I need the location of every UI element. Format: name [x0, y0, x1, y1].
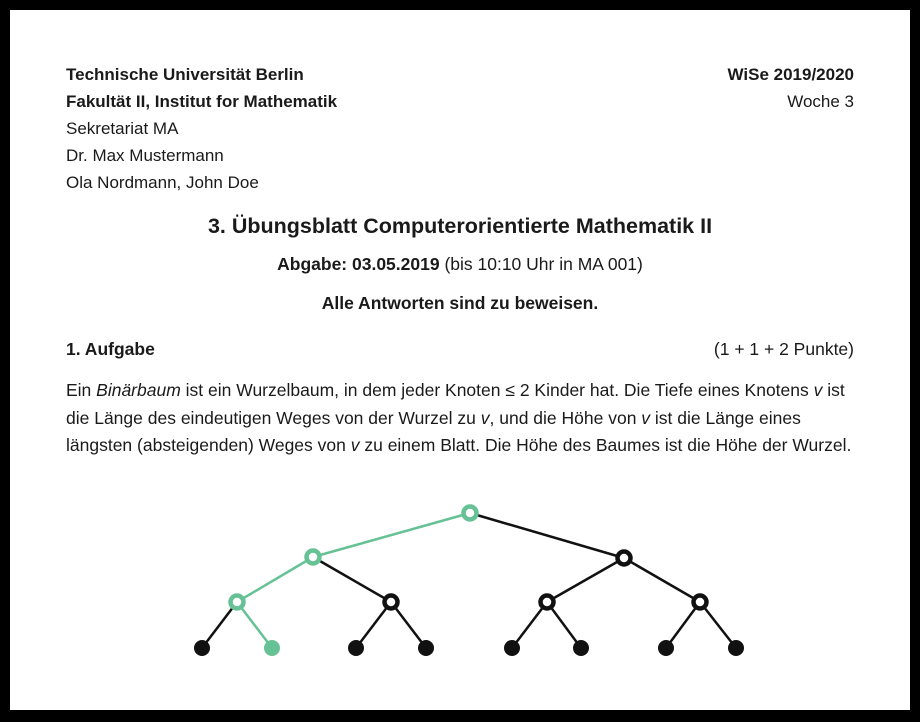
document-content: [10, 10, 910, 460]
italic-term: v: [350, 435, 360, 455]
tree-node-leaf: [573, 640, 589, 656]
tree-edge: [512, 602, 547, 648]
tree-node-open: [541, 596, 554, 609]
header-left: [66, 61, 337, 196]
tree-edge: [470, 513, 624, 558]
title-block: [66, 212, 854, 317]
header-right: [728, 61, 855, 115]
semester-line: WiSe 2019/2020: [727, 65, 854, 84]
tree-node-leaf: [264, 640, 280, 656]
sheet-title: 3. Übungsblatt Computerorientierte Mathematik II: [207, 214, 713, 238]
document-header: [66, 61, 854, 196]
tree-edge: [237, 602, 272, 648]
tree-node-leaf: [728, 640, 744, 656]
tree-node-leaf: [504, 640, 520, 656]
italic-term: v: [480, 407, 490, 428]
exercise-text: [66, 377, 854, 460]
tree-node-open: [231, 596, 244, 609]
tree-edge: [202, 602, 237, 648]
exercise-heading: 1. Aufgabe: [66, 339, 155, 359]
exercise-points: (1 + 1 + 2 Punkte): [713, 339, 854, 359]
tree-edge: [391, 602, 426, 648]
tree-edge: [356, 602, 391, 648]
tree-edge: [313, 513, 470, 557]
italic-term: v: [813, 380, 823, 400]
office-line: Sekretariat MA: [66, 119, 179, 138]
tree-edge: [624, 558, 700, 602]
tree-node-open: [307, 551, 320, 564]
tree-edge: [313, 557, 391, 602]
tree-edge: [700, 602, 736, 648]
italic-term: v: [641, 407, 651, 428]
tree-node-leaf: [194, 640, 210, 656]
tree-node-leaf: [348, 640, 364, 656]
institution-line: Technische Universität Berlin: [66, 65, 304, 84]
tree-node-leaf: [418, 640, 434, 656]
due-date: Abgabe: 03.05.2019: [277, 254, 440, 274]
text-run: ist ein Wurzelbaum, in dem jeder Knoten ≤ 2 Kinder hat. Die Tiefe eines Knotens: [180, 380, 814, 400]
department-line: Fakultät II, Institut for Mathematik: [66, 92, 338, 111]
proof-note: Alle Antworten sind zu beweisen.: [321, 293, 599, 313]
tree-edge: [666, 602, 700, 648]
text-run: zu einem Blatt. Die Höhe des Baumes ist die Höhe der Wurzel.: [359, 435, 852, 455]
exercise-row: [66, 336, 854, 363]
authors-line: Ola Nordmann, John Doe: [66, 173, 259, 192]
text-run: , und die Höhe von: [489, 407, 642, 428]
tree-edge: [237, 557, 313, 602]
week-line: Woche 3: [787, 92, 854, 111]
italic-term: Binärbaum: [96, 380, 181, 400]
document-page: [10, 10, 910, 710]
text-run: ist die Länge des eindeutigen Weges von der Wurzel zu: [66, 380, 845, 428]
tree-edge: [547, 558, 624, 602]
tree-node-open: [694, 596, 707, 609]
tree-node-open: [464, 507, 477, 520]
tree-edge: [547, 602, 581, 648]
due-line: [66, 251, 854, 278]
lecturer-line: Dr. Max Mustermann: [66, 146, 224, 165]
tree-node-open: [385, 596, 398, 609]
due-details: (bis 10:10 Uhr in MA 001): [439, 254, 643, 274]
tree-node-open: [618, 552, 631, 565]
tree-node-leaf: [658, 640, 674, 656]
text-run: Ein: [66, 380, 97, 400]
text-run: ist die Länge eines längsten (absteigenden) Weges von: [66, 407, 801, 455]
